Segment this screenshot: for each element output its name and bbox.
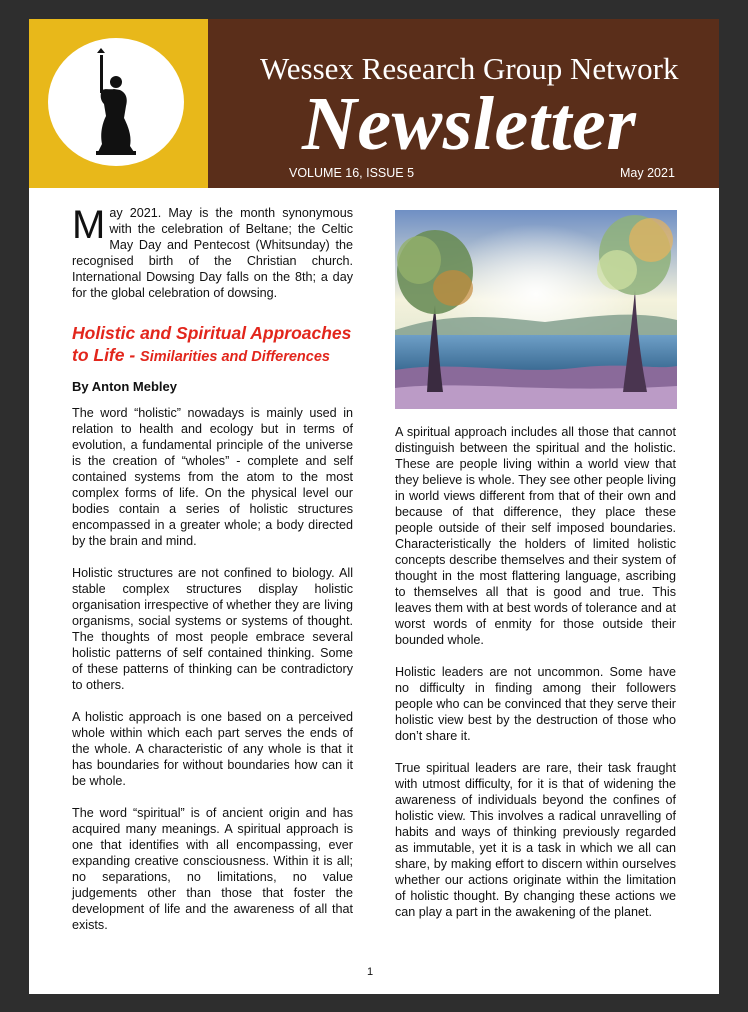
body-paragraph: Holistic structures are not confined to biology. All stable complex structures display holistic organisation irrespective of whether they are living organisms, social systems or systems of thought. The thoughts of most people embrace several holistic patterns of self contained thinking. Some of these patterns of thinking can be contradictory to others. xyxy=(72,566,353,692)
body-paragraph: A spiritual approach includes all those that cannot distinguish between the spiritual and the holistic. These are people living within a world view that they believe is whole. They see other people living in world views different from that of their own and because of that difference, they place these people outside of their self imposed boundaries. Characteristically the holders of limited holistic concepts describe themselves and their system of thought in the most flattering language, ascribing to themselves all that is good and true. This leaves them with at best words of tolerance and at worst words of enmity for those outside their bounded whole. xyxy=(395,425,676,647)
masthead-title-panel xyxy=(208,19,719,188)
body-paragraph: True spiritual leaders are rare, their task fraught with utmost difficulty, for it is that of widening the awareness of individuals beyond the confines of holistic view. This involves a radical unravelling of habits and ways of thinking previously regarded as immutable, yet it is a task in which we all can share, by making effort to discern within ourselves whether our actions originate within the limitation of holistic thought. By changing these actions we can play a part in the awakening of the planet. xyxy=(395,761,676,919)
right-column xyxy=(395,424,676,920)
left-column xyxy=(72,205,353,933)
article-byline: By Anton Mebley xyxy=(72,379,177,394)
painting-image xyxy=(395,210,677,409)
body-paragraph: The word “holistic” nowadays is mainly used in relation to health and ecology but in terms of evolution, a fundamental principle of the universe is the creation of “wholes” - complete and self contained systems from the atom to the most complex forms of life. On the physical level our bodies contain a series of holistic structures encompassed in a greater whole; a body directed by the brain and mind. xyxy=(72,406,353,548)
headline-main: Holistic and Spiritual Approaches to Life - xyxy=(72,323,352,365)
organization-name: Wessex Research Group Network xyxy=(260,51,679,86)
intro-paragraph xyxy=(72,205,353,301)
logo-circle xyxy=(48,38,184,166)
volume-issue: VOLUME 16, ISSUE 5 xyxy=(289,166,415,180)
article-headline xyxy=(72,322,353,368)
drop-cap: M xyxy=(72,203,106,247)
body-paragraph: The word “spiritual” is of ancient origin and has acquired many meanings. A spiritual approach is one that identifies with all encompassing, ever expanding creative consciousness. Within it is all; no separations, no limitations, no value judgements other than those that foster the development of life and the awareness of all that exists. xyxy=(72,806,353,932)
issue-date: May 2021 xyxy=(620,166,675,180)
landscape-painting xyxy=(395,210,677,409)
masthead-logo-panel xyxy=(29,19,208,188)
headline-subtitle: Similarities and Differences xyxy=(140,349,330,365)
intro-text: ay 2021. May is the month synonymous with the celebration of Beltane; the Celtic May Day and Pentecost (Whitsunday) the recognised birth of the Christian church. International Dowsing Day falls on the 8th; a day for the global celebration of dowsing. xyxy=(72,206,353,300)
body-paragraph: A holistic approach is one based on a perceived whole within which each part serves the ends of the whole. A characteristic of any whole is that it has boundaries for without boundaries how can it be whole. xyxy=(72,710,353,788)
page-number: 1 xyxy=(367,966,374,978)
statue-logo-icon xyxy=(48,38,184,166)
newsletter-page xyxy=(29,19,719,994)
newsletter-title: Newsletter xyxy=(302,82,637,166)
body-paragraph: Holistic leaders are not uncommon. Some have no difficulty in finding among their followers people who can be convinced that they serve their holistic view best by the destruction of those who don’t share it. xyxy=(395,665,676,743)
